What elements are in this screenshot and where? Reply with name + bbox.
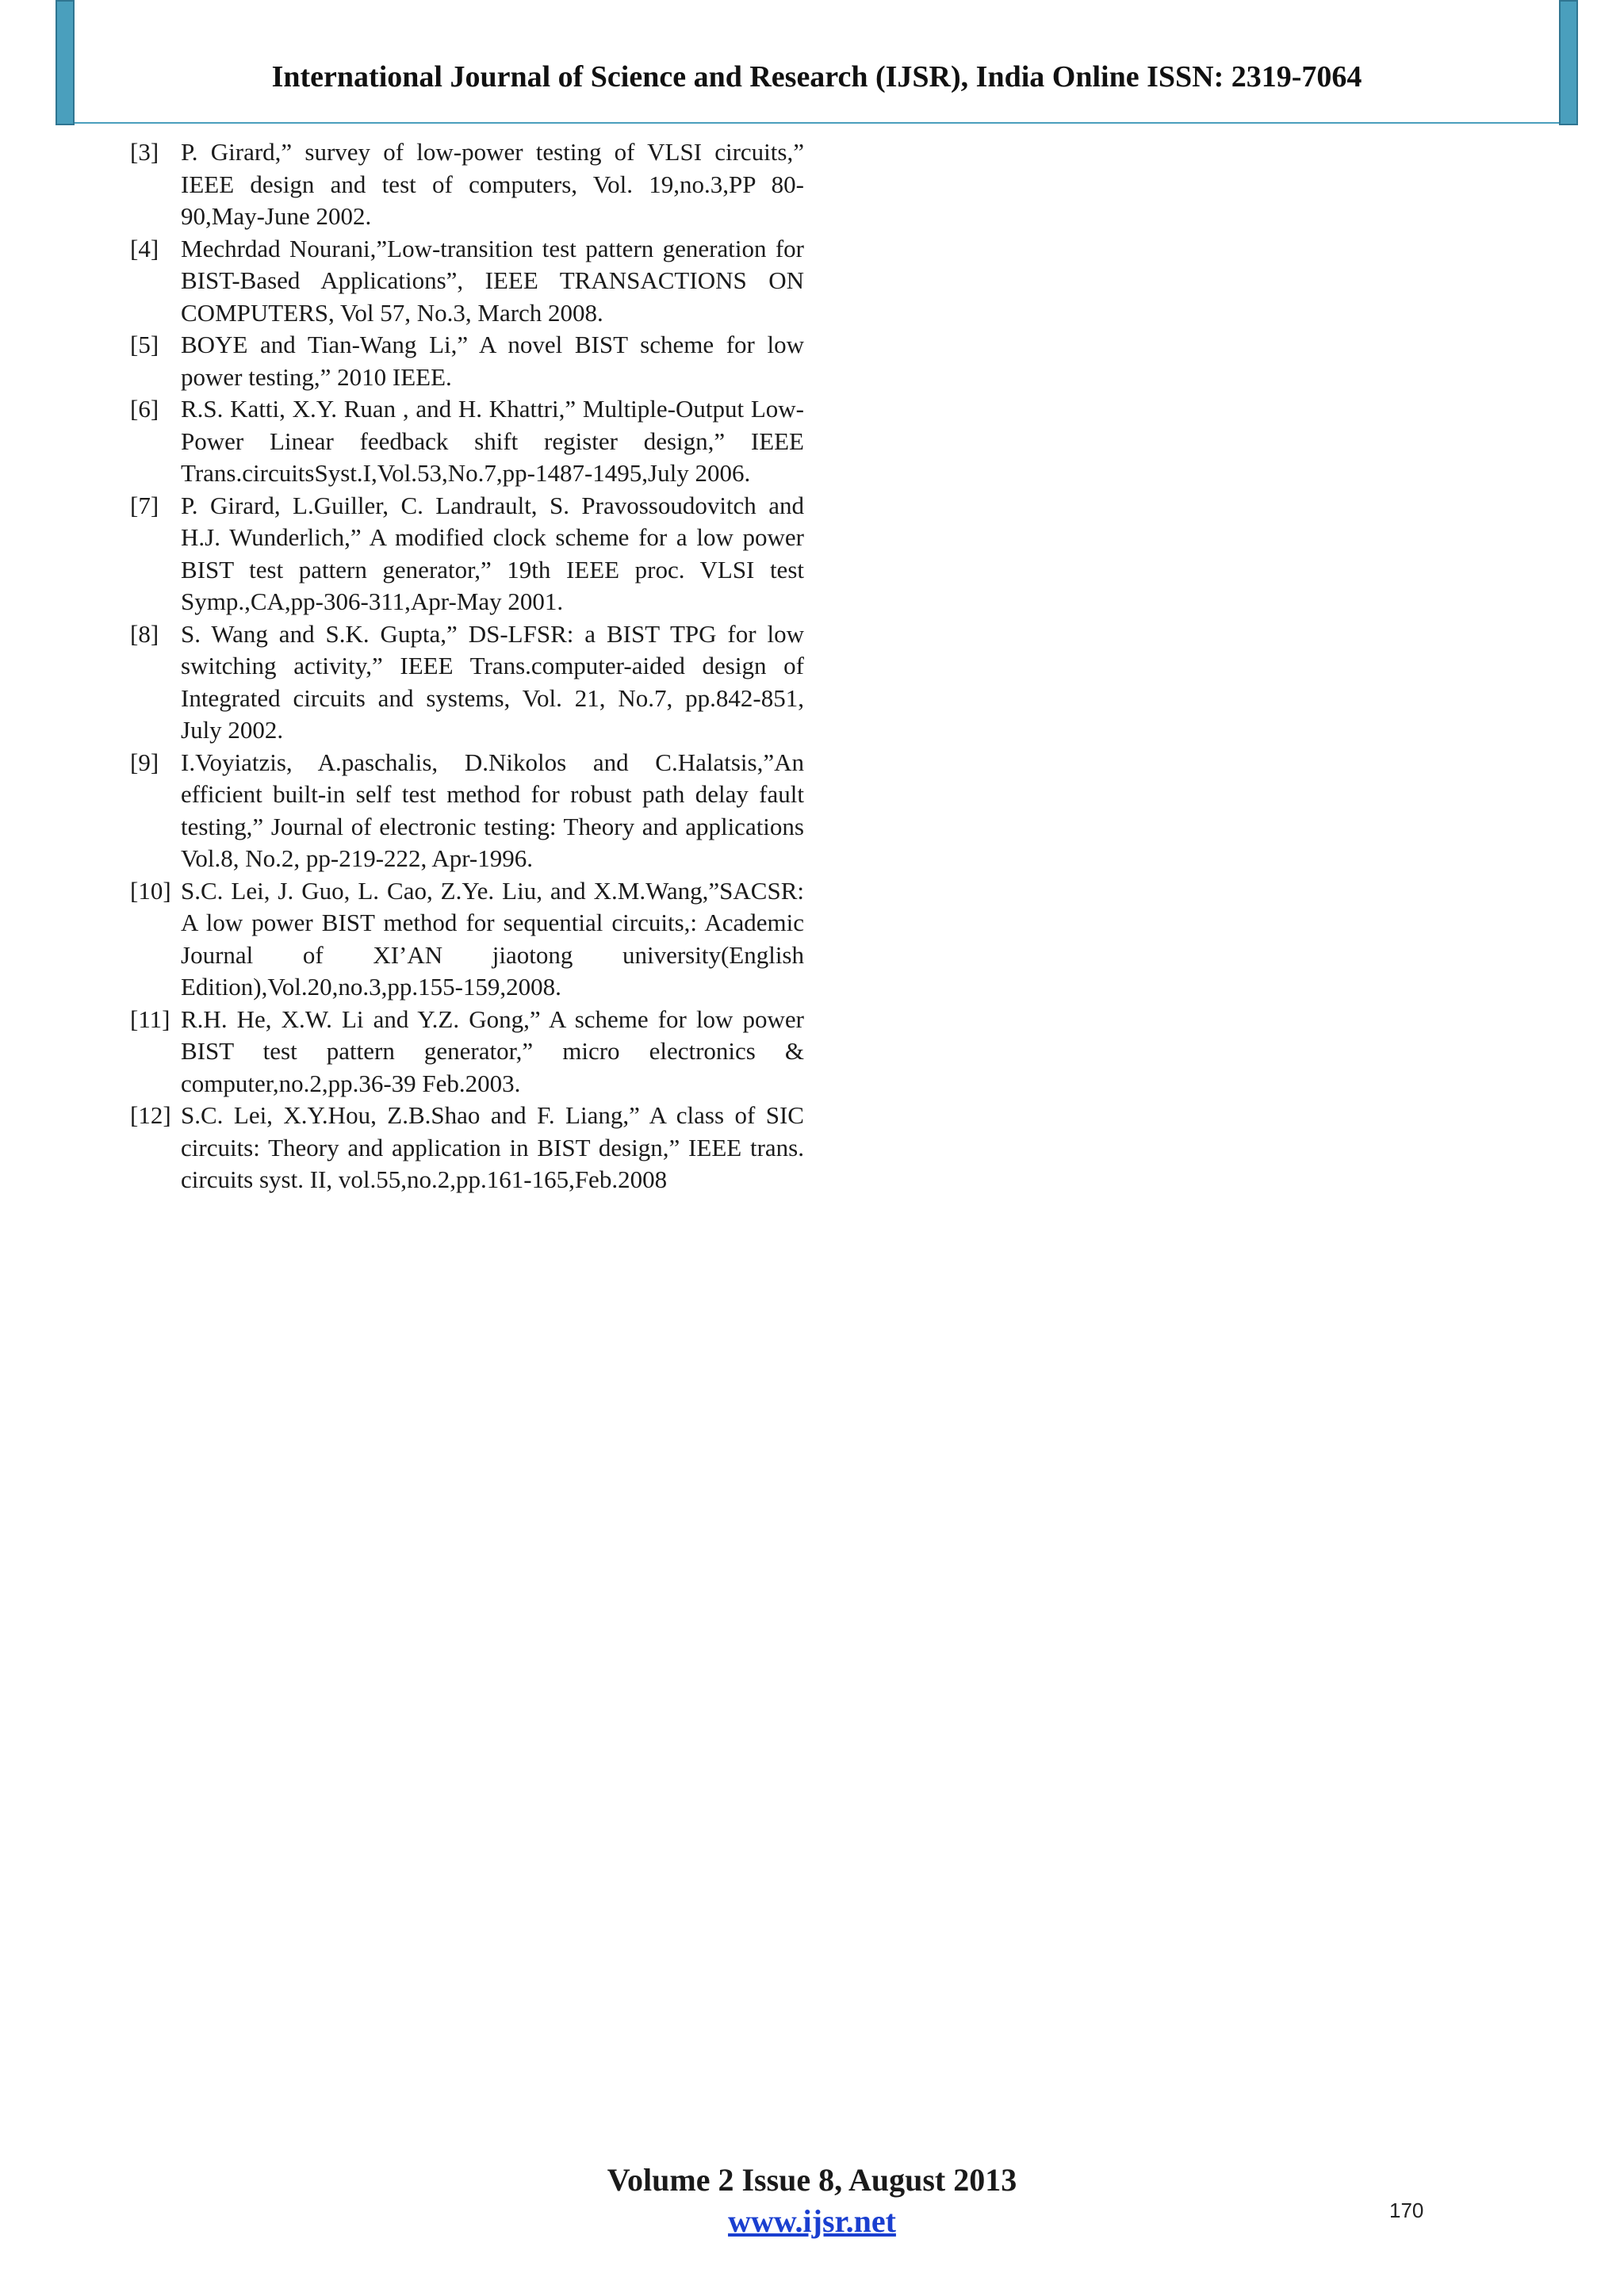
reference-list	[130, 136, 804, 1196]
reference-text: I.Voyiatzis, A.paschalis, D.Nikolos and C.Halatsis,”An efficient built-in self test method for robust path delay fault testing,” Journal of electronic testing: Theory and applications Vol.8, No.2, pp-219-222, Apr-1996.	[181, 748, 804, 872]
footer-website-link[interactable]: www.ijsr.net	[728, 2203, 896, 2239]
reference-item	[130, 747, 804, 875]
reference-number: [11]	[130, 1004, 170, 1033]
reference-number: [10]	[130, 876, 171, 905]
reference-item	[130, 875, 804, 1004]
reference-text: S. Wang and S.K. Gupta,” DS-LFSR: a BIST TPG for low switching activity,” IEEE Trans.computer-aided design of Integrated circuits and systems, Vol. 21, No.7, pp.842-851, July 2002.	[181, 619, 804, 744]
reference-item	[130, 618, 804, 747]
reference-item	[130, 1100, 804, 1196]
journal-header-title: International Journal of Science and Research (IJSR), India Online ISSN: 2319-7064	[271, 60, 1362, 94]
reference-item	[130, 233, 804, 330]
reference-number: [8]	[130, 619, 159, 648]
page-number: 170	[1389, 2198, 1424, 2222]
reference-number: [6]	[130, 395, 159, 423]
reference-number: [3]	[130, 138, 159, 166]
reference-number: [4]	[130, 234, 159, 262]
reference-text: S.C. Lei, J. Guo, L. Cao, Z.Ye. Liu, and X.M.Wang,”SACSR: A low power BIST method for sequential circuits,: Academic Journal of XI’AN jiaotong university(English Edition),Vol.20,no.3,pp.155-159,2008.	[181, 876, 804, 1001]
reference-item	[130, 1004, 804, 1100]
reference-text: P. Girard,” survey of low-power testing of VLSI circuits,” IEEE design and test of computers, Vol. 19,no.3,PP 80-90,May-June 2002.	[181, 138, 804, 230]
header-accent-bar-left	[56, 0, 75, 125]
reference-text: BOYE and Tian-Wang Li,” A novel BIST scheme for low power testing,” 2010 IEEE.	[181, 331, 804, 391]
reference-number: [7]	[130, 491, 159, 519]
footer-volume-issue: Volume 2 Issue 8, August 2013	[607, 2162, 1017, 2198]
header-accent-bar-right	[1559, 0, 1578, 125]
reference-text: R.H. He, X.W. Li and Y.Z. Gong,” A scheme for low power BIST test pattern generator,” micro electronics & computer,no.2,pp.36-39 Feb.2003.	[181, 1004, 804, 1097]
reference-text: R.S. Katti, X.Y. Ruan , and H. Khattri,” Multiple-Output Low-Power Linear feedback shift register design,” IEEE Trans.circuitsSyst.I,Vol.53,No.7,pp-1487-1495,July 2006.	[181, 395, 804, 487]
reference-text: Mechrdad Nourani,”Low-transition test pattern generation for BIST-Based Applications”, IEEE TRANSACTIONS ON COMPUTERS, Vol 57, No.3, March 2008.	[181, 234, 804, 327]
reference-number: [5]	[130, 331, 159, 358]
reference-text: S.C. Lei, X.Y.Hou, Z.B.Shao and F. Liang,” A class of SIC circuits: Theory and application in BIST design,” IEEE trans. circuits syst. II, vol.55,no.2,pp.161-165,Feb.2008	[181, 1101, 804, 1193]
reference-item	[130, 136, 804, 233]
reference-item	[130, 393, 804, 490]
reference-item	[130, 490, 804, 618]
reference-number: [9]	[130, 748, 159, 776]
reference-number: [12]	[130, 1101, 171, 1129]
header-divider	[75, 122, 1559, 124]
reference-text: P. Girard, L.Guiller, C. Landrault, S. Pravossoudovitch and H.J. Wunderlich,” A modified clock scheme for a low power BIST test pattern generator,” 19th IEEE proc. VLSI test Symp.,CA,pp-306-311,Apr-May 2001.	[181, 491, 804, 615]
reference-item	[130, 329, 804, 393]
